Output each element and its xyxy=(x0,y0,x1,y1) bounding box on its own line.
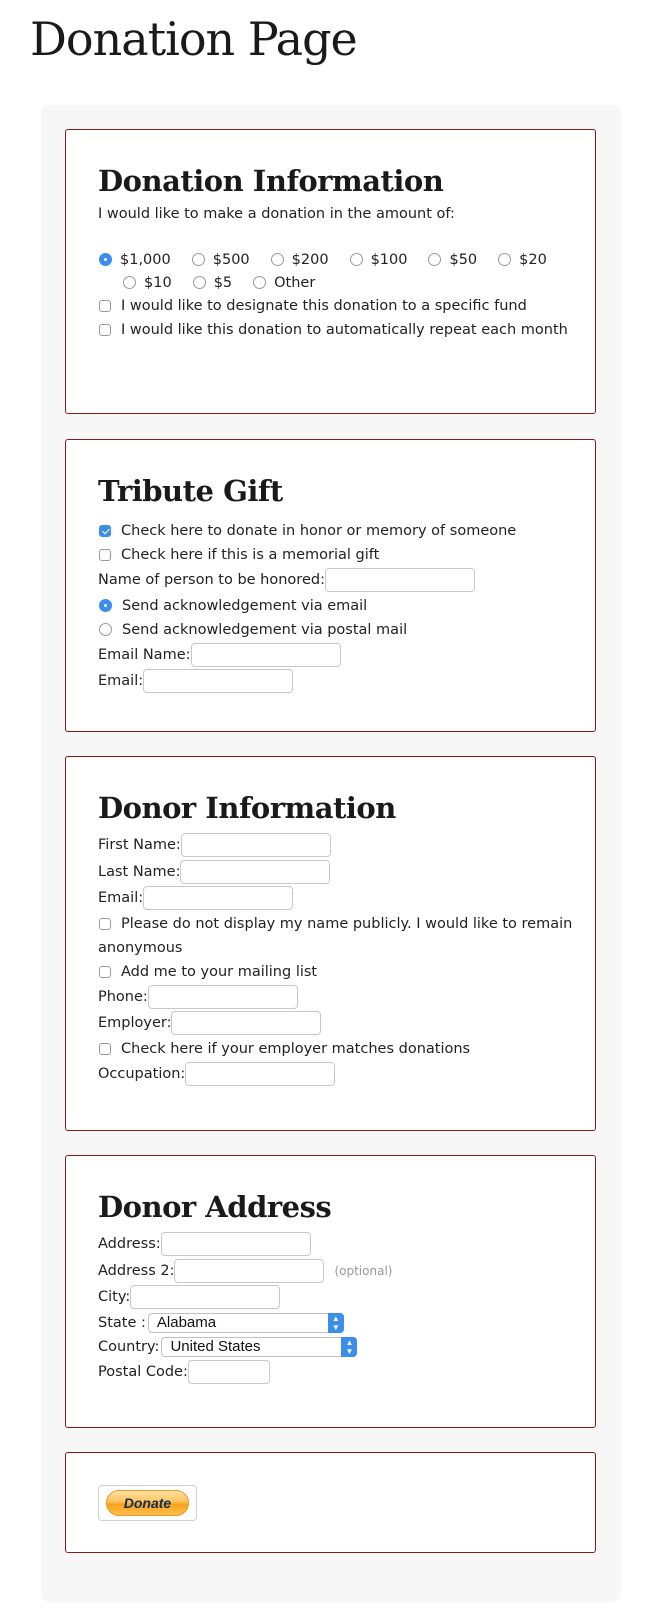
country-row: Country: United States ▲ ▼ xyxy=(98,1335,595,1359)
honoree-name-input[interactable] xyxy=(325,568,475,592)
first-name-row: First Name: xyxy=(98,832,595,859)
radio-selected-icon[interactable] xyxy=(99,599,112,612)
donor-email-row: Email: xyxy=(98,885,595,912)
tribute-email-input[interactable] xyxy=(143,669,293,693)
country-select[interactable]: United States ▲ ▼ xyxy=(161,1337,357,1357)
amount-option-50[interactable]: $50 xyxy=(427,248,477,271)
amount-option-200[interactable]: $200 xyxy=(270,248,329,271)
radio-icon[interactable] xyxy=(192,253,205,266)
amount-option-10[interactable]: $10 xyxy=(122,271,172,294)
donor-email-input[interactable] xyxy=(143,886,293,910)
anonymous-option[interactable]: Please do not display my name publicly. I would like to remain xyxy=(98,912,595,936)
radio-icon[interactable] xyxy=(123,276,136,289)
checkbox-icon[interactable] xyxy=(99,324,111,336)
state-select[interactable]: Alabama ▲ ▼ xyxy=(148,1313,344,1333)
first-name-input[interactable] xyxy=(181,833,331,857)
checkbox-icon[interactable] xyxy=(99,300,111,312)
employer-row: Employer: xyxy=(98,1010,595,1037)
amount-option-5[interactable]: $5 xyxy=(192,271,232,294)
donate-button[interactable]: Donate xyxy=(106,1490,189,1516)
occupation-row: Occupation: xyxy=(98,1061,595,1088)
amount-options xyxy=(98,248,548,294)
city-input[interactable] xyxy=(130,1285,280,1309)
amount-option-other[interactable]: Other xyxy=(252,271,315,294)
address-row: Address: xyxy=(98,1231,595,1258)
select-arrows-icon: ▲ ▼ xyxy=(328,1313,344,1333)
ack-postal-option[interactable]: Send acknowledgement via postal mail xyxy=(98,618,595,642)
amount-option-20[interactable]: $20 xyxy=(497,248,547,271)
radio-icon[interactable] xyxy=(498,253,511,266)
occupation-input[interactable] xyxy=(185,1062,335,1086)
city-row: City: xyxy=(98,1284,595,1311)
radio-icon[interactable] xyxy=(271,253,284,266)
tribute-email-row: Email: xyxy=(98,668,595,695)
checkbox-icon[interactable] xyxy=(99,1043,111,1055)
anonymous-label-wrap: anonymous xyxy=(98,939,183,956)
memorial-option[interactable]: Check here if this is a memorial gift xyxy=(98,543,595,567)
radio-icon[interactable] xyxy=(99,253,112,266)
tribute-gift-section xyxy=(65,439,596,732)
amount-option-500[interactable]: $500 xyxy=(191,248,250,271)
employer-match-option[interactable]: Check here if your employer matches donations xyxy=(98,1037,595,1061)
donor-information-section xyxy=(65,756,596,1131)
amount-option-100[interactable]: $100 xyxy=(349,248,408,271)
email-name-input[interactable] xyxy=(191,643,341,667)
amount-intro: I would like to make a donation in the amount of: xyxy=(98,206,455,222)
checkbox-icon[interactable] xyxy=(99,549,111,561)
honoree-row: Name of person to be honored: xyxy=(98,567,595,594)
page-title: Donation Page xyxy=(30,12,357,66)
radio-icon[interactable] xyxy=(350,253,363,266)
address2-row: Address 2: (optional) xyxy=(98,1258,595,1285)
repeat-monthly-option[interactable]: I would like this donation to automatically repeat each month xyxy=(98,318,595,342)
last-name-row: Last Name: xyxy=(98,859,595,886)
employer-input[interactable] xyxy=(171,1011,321,1035)
radio-icon[interactable] xyxy=(193,276,206,289)
select-arrows-icon: ▲ ▼ xyxy=(341,1337,357,1357)
section-heading: Donor Information xyxy=(98,791,396,825)
donation-information-section xyxy=(65,129,596,414)
email-name-row: Email Name: xyxy=(98,642,595,669)
section-heading: Donation Information xyxy=(98,164,444,198)
radio-icon[interactable] xyxy=(253,276,266,289)
honor-option[interactable]: Check here to donate in honor or memory of someone xyxy=(98,519,595,543)
state-row: State : Alabama ▲ ▼ xyxy=(98,1311,595,1335)
checkbox-icon[interactable] xyxy=(99,918,111,930)
checkbox-icon[interactable] xyxy=(99,966,111,978)
address-input[interactable] xyxy=(161,1232,311,1256)
donation-form-panel xyxy=(41,105,621,1602)
phone-input[interactable] xyxy=(148,985,298,1009)
submit-section xyxy=(65,1452,596,1553)
radio-icon[interactable] xyxy=(428,253,441,266)
donor-address-section xyxy=(65,1155,596,1428)
designate-fund-option[interactable]: I would like to designate this donation to a specific fund xyxy=(98,294,595,318)
radio-icon[interactable] xyxy=(99,623,112,636)
mailing-list-option[interactable]: Add me to your mailing list xyxy=(98,960,595,984)
amount-option-1000[interactable]: $1,000 xyxy=(98,248,171,271)
optional-hint: (optional) xyxy=(334,1263,393,1278)
donate-button-frame[interactable] xyxy=(98,1485,197,1521)
section-heading: Tribute Gift xyxy=(98,474,283,508)
last-name-input[interactable] xyxy=(180,860,330,884)
checkbox-checked-icon[interactable] xyxy=(99,525,111,537)
postal-code-input[interactable] xyxy=(188,1360,270,1384)
ack-email-option[interactable]: Send acknowledgement via email xyxy=(98,594,595,618)
postal-code-row: Postal Code: xyxy=(98,1359,595,1386)
section-heading: Donor Address xyxy=(98,1190,332,1224)
address2-input[interactable] xyxy=(174,1259,324,1283)
phone-row: Phone: xyxy=(98,984,595,1011)
